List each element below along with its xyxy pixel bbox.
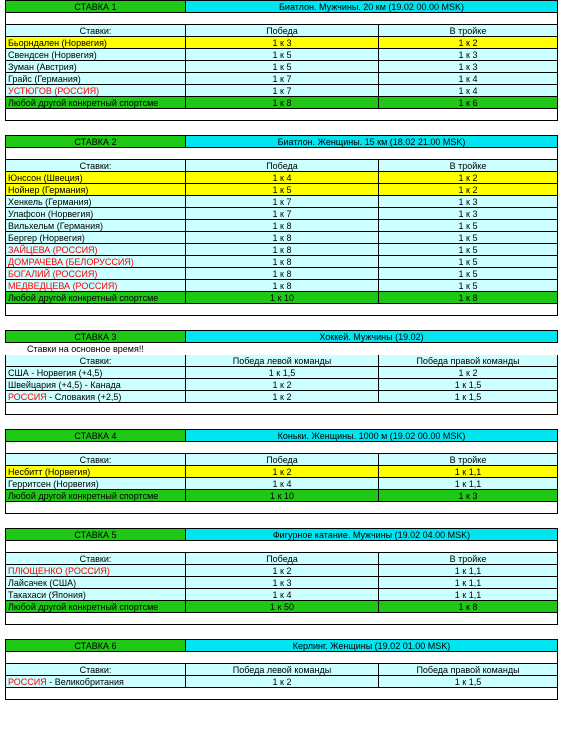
header-row bbox=[5, 664, 558, 676]
odds-top3[interactable]: 1 к 5 bbox=[379, 232, 558, 244]
header-row bbox=[5, 454, 558, 466]
bet-row[interactable] bbox=[5, 676, 558, 688]
bet-name-text: Любой другой конкретный спортсме bbox=[8, 98, 159, 108]
column-header: Победа bbox=[186, 553, 379, 565]
blank-cell bbox=[5, 613, 558, 625]
bet-name-rest: - Великобритания bbox=[46, 677, 124, 687]
section-gap bbox=[5, 625, 558, 639]
bet-row[interactable] bbox=[5, 172, 558, 184]
bet-name bbox=[5, 268, 186, 280]
bet-row[interactable] bbox=[5, 589, 558, 601]
bet-name-text: БОГАЛИЙ (РОССИЯ) bbox=[8, 269, 98, 279]
odds-win[interactable]: 1 к 2 bbox=[186, 379, 379, 391]
bet-name-text: Любой другой конкретный спортсме bbox=[8, 293, 159, 303]
bet-name-text: Несбитт (Норвегия) bbox=[8, 467, 91, 477]
bet-number: СТАВКА 2 bbox=[5, 136, 186, 148]
odds-top3[interactable]: 1 к 1,1 bbox=[379, 478, 558, 490]
bet-name-text: МЕДВЕДЦЕВА (РОССИЯ) bbox=[8, 281, 118, 291]
header-row bbox=[5, 355, 558, 367]
blank-row bbox=[5, 403, 558, 415]
bet-row[interactable] bbox=[5, 565, 558, 577]
bet-section bbox=[5, 135, 558, 330]
bet-name bbox=[5, 208, 186, 220]
blank-row bbox=[5, 502, 558, 514]
bet-name-text: Любой другой конкретный спортсме bbox=[8, 602, 159, 612]
column-header: Ставки: bbox=[5, 454, 186, 466]
bet-name-text: Бьорндален (Норвегия) bbox=[8, 38, 107, 48]
bet-name-text: Грайс (Германия) bbox=[8, 74, 81, 84]
odds-win[interactable]: 1 к 8 bbox=[186, 280, 379, 292]
bet-row[interactable] bbox=[5, 244, 558, 256]
bet-name bbox=[5, 232, 186, 244]
bet-row[interactable] bbox=[5, 196, 558, 208]
odds-top3[interactable]: 1 к 1,1 bbox=[379, 589, 558, 601]
odds-top3[interactable]: 1 к 8 bbox=[379, 601, 558, 613]
bet-name bbox=[5, 676, 186, 688]
bet-name-text: ПЛЮЩЕНКО (РОССИЯ) bbox=[8, 566, 110, 576]
blank-cell bbox=[5, 442, 558, 454]
bet-name-text: Лайсачек (США) bbox=[8, 578, 77, 588]
bet-name bbox=[5, 280, 186, 292]
bet-name bbox=[5, 172, 186, 184]
bet-row[interactable] bbox=[5, 577, 558, 589]
odds-top3[interactable]: 1 к 3 bbox=[379, 208, 558, 220]
bet-row[interactable] bbox=[5, 256, 558, 268]
bet-title-row bbox=[5, 135, 558, 148]
odds-win[interactable]: 1 к 7 bbox=[186, 196, 379, 208]
blank-cell bbox=[5, 109, 558, 121]
column-header: Ставки: bbox=[5, 664, 186, 676]
odds-win[interactable]: 1 к 5 bbox=[186, 61, 379, 73]
odds-top3[interactable]: 1 к 5 bbox=[379, 256, 558, 268]
odds-win[interactable]: 1 к 4 bbox=[186, 589, 379, 601]
event-title: Хоккей. Мужчины (19.02) bbox=[186, 331, 558, 343]
bet-row[interactable] bbox=[5, 601, 558, 613]
odds-top3[interactable]: 1 к 5 bbox=[379, 268, 558, 280]
bet-row[interactable] bbox=[5, 232, 558, 244]
bet-name bbox=[5, 196, 186, 208]
bet-name-text: Герритсен (Норвегия) bbox=[8, 479, 99, 489]
bet-row[interactable] bbox=[5, 184, 558, 196]
odds-top3[interactable]: 1 к 1,5 bbox=[379, 391, 558, 403]
bet-row[interactable] bbox=[5, 466, 558, 478]
column-header: Ставки: bbox=[5, 553, 186, 565]
odds-top3[interactable]: 1 к 1,1 bbox=[379, 466, 558, 478]
odds-win[interactable]: 1 к 4 bbox=[186, 478, 379, 490]
column-header: Победа правой команды bbox=[379, 355, 558, 367]
blank-row bbox=[5, 541, 558, 553]
odds-top3[interactable]: 1 к 5 bbox=[379, 220, 558, 232]
bet-name bbox=[5, 97, 186, 109]
bet-section bbox=[5, 639, 558, 714]
column-header: Победа bbox=[186, 454, 379, 466]
blank-row bbox=[5, 688, 558, 700]
blank-cell bbox=[5, 502, 558, 514]
bet-name bbox=[5, 49, 186, 61]
bet-name-text: США - Норвегия (+4,5) bbox=[8, 368, 103, 378]
header-row bbox=[5, 25, 558, 37]
bet-name bbox=[5, 184, 186, 196]
bet-name bbox=[5, 391, 186, 403]
odds-win[interactable]: 1 к 7 bbox=[186, 73, 379, 85]
odds-win[interactable]: 1 к 1,5 bbox=[186, 367, 379, 379]
odds-top3[interactable]: 1 к 1,1 bbox=[379, 565, 558, 577]
bet-title-row bbox=[5, 528, 558, 541]
odds-win[interactable]: 1 к 8 bbox=[186, 97, 379, 109]
bet-row[interactable] bbox=[5, 391, 558, 403]
bet-name bbox=[5, 367, 186, 379]
bet-name-text: Улафсон (Норвегия) bbox=[8, 209, 94, 219]
header-row bbox=[5, 553, 558, 565]
bet-title-row bbox=[5, 0, 558, 13]
bet-name-text: Хенкель (Германия) bbox=[8, 197, 92, 207]
bet-name bbox=[5, 577, 186, 589]
bet-name bbox=[5, 466, 186, 478]
bet-row[interactable] bbox=[5, 37, 558, 49]
bet-name bbox=[5, 256, 186, 268]
bet-name bbox=[5, 244, 186, 256]
column-header: Ставки: bbox=[5, 355, 186, 367]
column-header: Победа левой команды bbox=[186, 664, 379, 676]
bet-row[interactable] bbox=[5, 268, 558, 280]
odds-win[interactable]: 1 к 8 bbox=[186, 220, 379, 232]
betting-sheet bbox=[5, 0, 558, 714]
odds-top3[interactable]: 1 к 4 bbox=[379, 85, 558, 97]
bet-name-rest: - Словакия (+2,5) bbox=[46, 392, 122, 402]
blank-cell bbox=[5, 13, 558, 25]
blank-row bbox=[5, 652, 558, 664]
column-header: Ставки: bbox=[5, 160, 186, 172]
bet-row[interactable] bbox=[5, 208, 558, 220]
odds-top3[interactable]: 1 к 5 bbox=[379, 280, 558, 292]
header-row bbox=[5, 160, 558, 172]
bet-row[interactable] bbox=[5, 280, 558, 292]
bet-name bbox=[5, 589, 186, 601]
column-header: Победа левой команды bbox=[186, 355, 379, 367]
odds-top3[interactable]: 1 к 2 bbox=[379, 184, 558, 196]
odds-win[interactable]: 1 к 2 bbox=[186, 565, 379, 577]
blank-cell bbox=[5, 688, 558, 700]
bet-section bbox=[5, 429, 558, 528]
bet-name bbox=[5, 292, 186, 304]
bet-name bbox=[5, 61, 186, 73]
bet-name-text: УСТЮГОВ (РОССИЯ) bbox=[8, 86, 100, 96]
blank-cell bbox=[5, 541, 558, 553]
odds-top3[interactable]: 1 к 5 bbox=[379, 244, 558, 256]
bet-title-row bbox=[5, 330, 558, 343]
bet-name-text: Свендсен (Норвегия) bbox=[8, 50, 97, 60]
odds-top3[interactable]: 1 к 1,5 bbox=[379, 676, 558, 688]
odds-win[interactable]: 1 к 10 bbox=[186, 292, 379, 304]
column-header: В тройке bbox=[379, 454, 558, 466]
bet-row[interactable] bbox=[5, 97, 558, 109]
bet-name-text: Любой другой конкретный спортсме bbox=[8, 491, 159, 501]
bet-name-text: ДОМРАЧЕВА (БЕЛОРУССИЯ) bbox=[8, 257, 134, 267]
blank-cell bbox=[5, 652, 558, 664]
odds-top3[interactable]: 1 к 6 bbox=[379, 97, 558, 109]
odds-top3[interactable]: 1 к 3 bbox=[379, 490, 558, 502]
odds-win[interactable]: 1 к 2 bbox=[186, 466, 379, 478]
bet-name-text: Нойнер (Германия) bbox=[8, 185, 89, 195]
event-title: Керлинг. Женщины (19.02 01.00 MSK) bbox=[186, 640, 558, 652]
section-gap bbox=[5, 121, 558, 135]
bet-row[interactable] bbox=[5, 292, 558, 304]
blank-row bbox=[5, 148, 558, 160]
bet-row[interactable] bbox=[5, 73, 558, 85]
bet-name-text: Такахаси (Япония) bbox=[8, 590, 86, 600]
column-header: Ставки: bbox=[5, 25, 186, 37]
blank-row bbox=[5, 13, 558, 25]
blank-cell bbox=[5, 304, 558, 316]
bet-title-row bbox=[5, 639, 558, 652]
bet-name-text: Зуман (Австрия) bbox=[8, 62, 77, 72]
odds-top3[interactable]: 1 к 2 bbox=[379, 367, 558, 379]
odds-win[interactable]: 1 к 3 bbox=[186, 37, 379, 49]
bet-section bbox=[5, 0, 558, 135]
bet-name bbox=[5, 490, 186, 502]
bet-row[interactable] bbox=[5, 85, 558, 97]
column-header: В тройке bbox=[379, 553, 558, 565]
bet-name-text: Юнссон (Швеция) bbox=[8, 173, 83, 183]
odds-win[interactable]: 1 к 8 bbox=[186, 232, 379, 244]
column-header: В тройке bbox=[379, 160, 558, 172]
bet-name bbox=[5, 85, 186, 97]
event-title: Биатлон. Мужчины. 20 км (19.02 00.00 MSK) bbox=[186, 1, 558, 13]
odds-win[interactable]: 1 к 8 bbox=[186, 244, 379, 256]
column-header: Победа bbox=[186, 160, 379, 172]
bet-row[interactable] bbox=[5, 490, 558, 502]
event-title: Коньки. Женщины. 1000 м (19.02 00.00 MSK) bbox=[186, 430, 558, 442]
bet-row[interactable] bbox=[5, 367, 558, 379]
blank-row bbox=[5, 442, 558, 454]
bet-number: СТАВКА 1 bbox=[5, 1, 186, 13]
event-title: Фигурное катание. Мужчины (19.02 04.00 MSK) bbox=[186, 529, 558, 541]
bet-name-text: РОССИЯ bbox=[8, 677, 47, 687]
blank-row bbox=[5, 613, 558, 625]
blank-row bbox=[5, 109, 558, 121]
odds-top3[interactable]: 1 к 1,1 bbox=[379, 577, 558, 589]
bet-name-text: Швейцария (+4,5) - Канада bbox=[8, 380, 121, 390]
bet-name bbox=[5, 379, 186, 391]
event-title: Биатлон. Женщины. 15 км (18.02 21.00 MSK) bbox=[186, 136, 558, 148]
odds-win[interactable]: 1 к 50 bbox=[186, 601, 379, 613]
bet-section bbox=[5, 528, 558, 639]
section-gap bbox=[5, 514, 558, 528]
column-header: Победа правой команды bbox=[379, 664, 558, 676]
bet-section bbox=[5, 330, 558, 429]
bet-number: СТАВКА 3 bbox=[5, 331, 186, 343]
bet-name bbox=[5, 73, 186, 85]
odds-top3[interactable]: 1 к 3 bbox=[379, 49, 558, 61]
bet-number: СТАВКА 5 bbox=[5, 529, 186, 541]
column-header: Победа bbox=[186, 25, 379, 37]
odds-win[interactable]: 1 к 2 bbox=[186, 676, 379, 688]
note-text: Ставки на основное время!! bbox=[27, 344, 144, 354]
bet-name-text: Бергер (Норвегия) bbox=[8, 233, 85, 243]
bet-name bbox=[5, 601, 186, 613]
bet-title-row bbox=[5, 429, 558, 442]
odds-top3[interactable]: 1 к 1,5 bbox=[379, 379, 558, 391]
odds-win[interactable]: 1 к 5 bbox=[186, 49, 379, 61]
odds-win[interactable]: 1 к 5 bbox=[186, 184, 379, 196]
section-gap bbox=[5, 700, 558, 714]
odds-win[interactable]: 1 к 3 bbox=[186, 577, 379, 589]
odds-top3[interactable]: 1 к 2 bbox=[379, 37, 558, 49]
odds-win[interactable]: 1 к 7 bbox=[186, 208, 379, 220]
bet-number: СТАВКА 4 bbox=[5, 430, 186, 442]
bet-name-text: Вильхельм (Германия) bbox=[8, 221, 104, 231]
odds-win[interactable]: 1 к 8 bbox=[186, 256, 379, 268]
odds-top3[interactable]: 1 к 2 bbox=[379, 172, 558, 184]
odds-win[interactable]: 1 к 2 bbox=[186, 391, 379, 403]
bet-name-text: РОССИЯ bbox=[8, 392, 47, 402]
blank-cell bbox=[5, 148, 558, 160]
bet-name bbox=[5, 565, 186, 577]
blank-row bbox=[5, 304, 558, 316]
odds-win[interactable]: 1 к 8 bbox=[186, 268, 379, 280]
bet-row[interactable] bbox=[5, 49, 558, 61]
bet-name bbox=[5, 37, 186, 49]
odds-win[interactable]: 1 к 10 bbox=[186, 490, 379, 502]
bet-row[interactable] bbox=[5, 478, 558, 490]
bet-row[interactable] bbox=[5, 379, 558, 391]
bet-row[interactable] bbox=[5, 61, 558, 73]
bet-name bbox=[5, 220, 186, 232]
odds-top3[interactable]: 1 к 4 bbox=[379, 73, 558, 85]
odds-top3[interactable]: 1 к 8 bbox=[379, 292, 558, 304]
bet-row[interactable] bbox=[5, 220, 558, 232]
odds-top3[interactable]: 1 к 3 bbox=[379, 196, 558, 208]
column-header: В тройке bbox=[379, 25, 558, 37]
odds-win[interactable]: 1 к 4 bbox=[186, 172, 379, 184]
section-gap bbox=[5, 316, 558, 330]
section-gap bbox=[5, 415, 558, 429]
bet-name bbox=[5, 478, 186, 490]
bet-name-text: ЗАЙЦЕВА (РОССИЯ) bbox=[8, 245, 98, 255]
odds-win[interactable]: 1 к 7 bbox=[186, 85, 379, 97]
blank-cell bbox=[5, 403, 558, 415]
bet-number: СТАВКА 6 bbox=[5, 640, 186, 652]
odds-top3[interactable]: 1 к 3 bbox=[379, 61, 558, 73]
